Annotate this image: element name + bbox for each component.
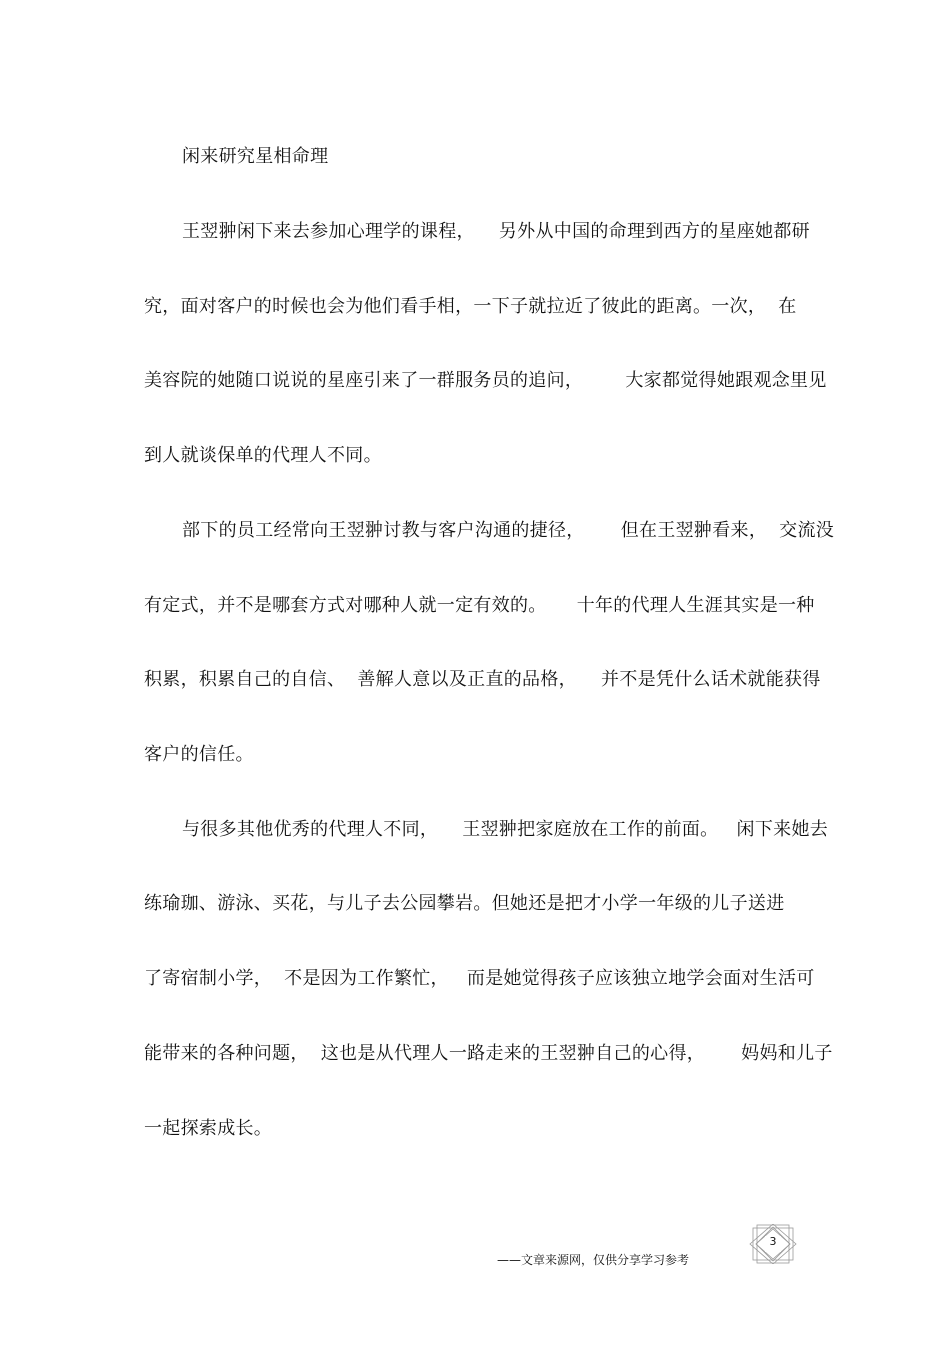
paragraph-1-line-3: 美容院的她随口说说的星座引来了一群服务员的追问， 大家都觉得她跟观念里见 [144, 370, 827, 391]
page-number: 3 [769, 1235, 777, 1248]
paragraph-3-line-3: 了寄宿制小学， 不是因为工作繁忙， 而是她觉得孩子应该独立地学会面对生活可 [144, 968, 815, 989]
paragraph-2-line-1: 部下的员工经常向王翌翀讨教与客户沟通的捷径， 但在王翌翀看来， 交流没 [182, 520, 835, 541]
paragraph-1-line-1: 王翌翀闲下来去参加心理学的课程， 另外从中国的命理到西方的星座她都研 [182, 221, 810, 242]
paragraph-1-line-2: 究，面对客户的时候也会为他们看手相，一下子就拉近了彼此的距离。一次， 在 [144, 296, 797, 317]
page-number-badge [749, 1224, 797, 1264]
paragraph-3-line-1: 与很多其他优秀的代理人不同， 王翌翀把家庭放在工作的前面。 闲下来她去 [182, 819, 829, 840]
section-heading: 闲来研究星相命理 [182, 146, 329, 167]
paragraph-3-line-2: 练瑜珈、游泳、买花，与儿子去公园攀岩。但她还是把才小学一年级的儿子送进 [144, 893, 785, 914]
paragraph-3-line-5: 一起探索成长。 [144, 1118, 273, 1139]
paragraph-2-line-2: 有定式，并不是哪套方式对哪种人就一定有效的。 十年的代理人生涯其实是一种 [144, 595, 815, 616]
paragraph-2-line-3: 积累，积累自己的自信、 善解人意以及正直的品格， 并不是凭什么话术就能获得 [144, 669, 821, 690]
footer-source-text: ——文章来源网，仅供分享学习参考 [497, 1253, 690, 1267]
paragraph-1-line-4: 到人就谈保单的代理人不同。 [144, 445, 382, 466]
paragraph-3-line-4: 能带来的各种问题， 这也是从代理人一路走来的王翌翀自己的心得， 妈妈和儿子 [144, 1043, 833, 1064]
paragraph-2-line-4: 客户的信任。 [144, 744, 254, 765]
